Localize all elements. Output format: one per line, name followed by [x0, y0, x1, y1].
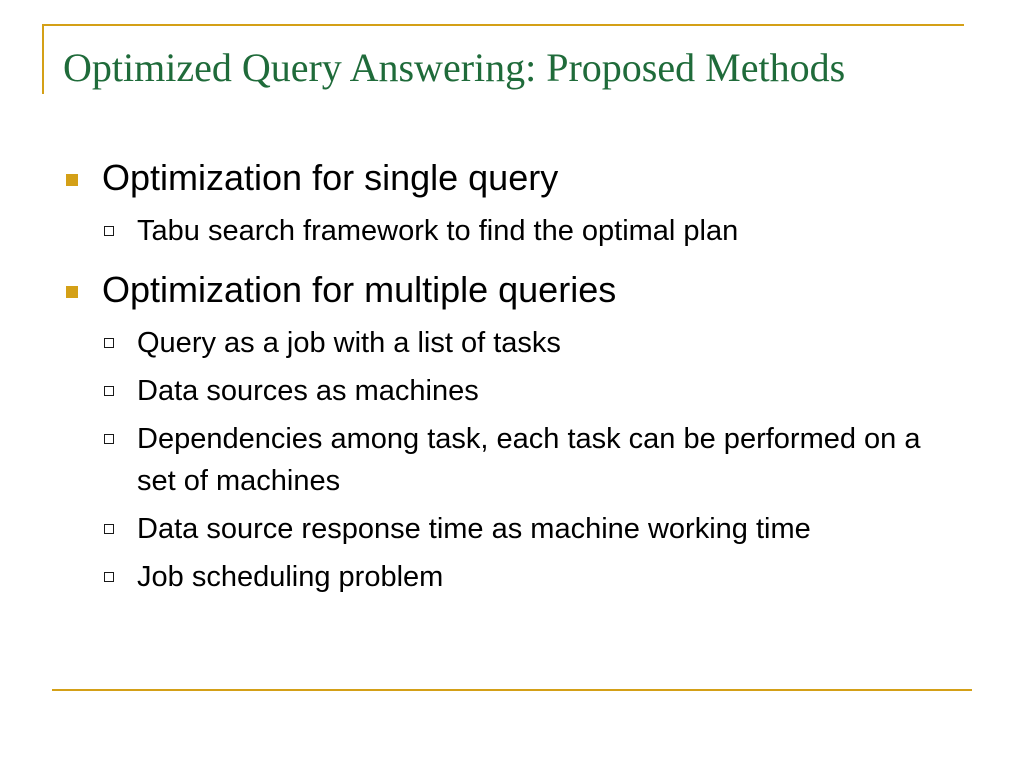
bullet-text: Dependencies among task, each task can be performed on a set of machines: [137, 423, 921, 497]
hollow-square-bullet-icon: [104, 434, 114, 444]
hollow-square-bullet-icon: [104, 386, 114, 396]
bullet-text: Job scheduling problem: [137, 561, 444, 593]
bullet-text: Data sources as machines: [137, 375, 479, 407]
bullet-level1-multiple-queries: [60, 264, 960, 316]
bullet-level2-dependencies: [137, 418, 960, 502]
bullet-level1-single-query: [60, 152, 960, 204]
bullet-level2-response-time: [137, 508, 960, 550]
hollow-square-bullet-icon: [104, 338, 114, 348]
hollow-square-bullet-icon: [104, 226, 114, 236]
frame-top-line: [42, 24, 964, 26]
bullet-level2-tabu-search: [137, 210, 960, 252]
square-bullet-icon: [66, 286, 78, 298]
bullet-text: Tabu search framework to find the optimal plan: [137, 215, 739, 247]
bullet-text: Query as a job with a list of tasks: [137, 327, 561, 359]
bullet-text: Optimization for single query: [102, 157, 559, 198]
frame-bottom-line: [52, 689, 972, 691]
slide-title: Optimized Query Answering: Proposed Methods: [63, 45, 846, 90]
bullet-text: Optimization for multiple queries: [102, 269, 617, 310]
bullet-level2-data-sources: [137, 370, 960, 412]
bullet-level2-job-scheduling: [137, 556, 960, 598]
frame-left-line: [42, 24, 44, 94]
square-bullet-icon: [66, 174, 78, 186]
bullet-text: Data source response time as machine working time: [137, 513, 811, 545]
bullet-level2-query-as-job: [137, 322, 960, 364]
hollow-square-bullet-icon: [104, 524, 114, 534]
hollow-square-bullet-icon: [104, 572, 114, 582]
slide-body: [60, 152, 960, 598]
